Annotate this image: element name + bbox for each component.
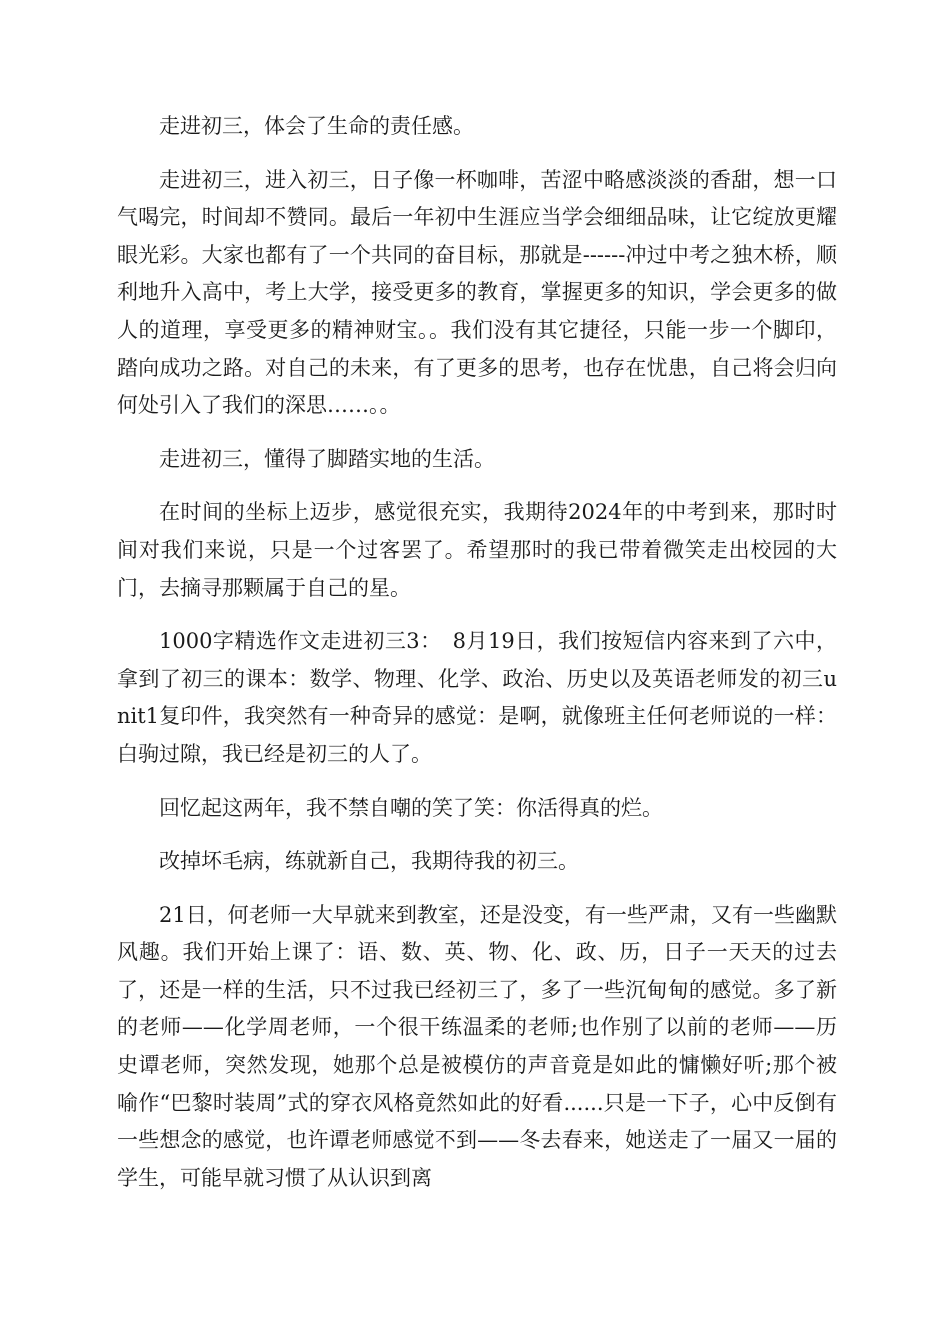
paragraph-5: 1000字精选作文走进初三3： 8月19日，我们按短信内容来到了六中，拿到了初三的课本：数学、物理、化学、政治、历史以及英语老师发的初三unit1复印件，我突然有一种奇异的感觉：是啊，就像班主任何老师说的一样：白驹过隙，我已经是初三的人了。: [117, 629, 837, 766]
paragraph-3: 走进初三，懂得了脚踏实地的生活。: [159, 446, 495, 471]
paragraph-7: 改掉坏毛病，练就新自己，我期待我的初三。: [159, 849, 579, 874]
paragraph-6: 回忆起这两年，我不禁自嘲的笑了笑：你活得真的烂。: [159, 795, 663, 820]
paragraph-4: 在时间的坐标上迈步，感觉很充实，我期待2024年的中考到来，那时时间对我们来说，只是一个过客罢了。希望那时的我已带着微笑走出校园的大门，去摘寻那颗属于自己的星。: [117, 500, 837, 600]
paragraph-1: 走进初三，体会了生命的责任感。: [159, 114, 474, 138]
document-body: [117, 108, 837, 1213]
paragraph-2: 走进初三，进入初三，日子像一杯咖啡，苦涩中略感淡淡的香甜，想一口气喝完，时间却不赞同。最后一年初中生涯应当学会细细品味，让它绽放更耀眼光彩。大家也都有了一个共同的奋目标，那就是------冲过中考之独木桥，顺利地升入高中，考上大学，接受更多的教育，掌握更多的知识，学会更多的做人的道理，享受更多的精神财宝。。我们没有其它捷径，只能一步一个脚印，踏向成功之路。对自己的未来，有了更多的思考，也存在忧患，自己将会归向何处引入了我们的深思……。。: [117, 167, 837, 418]
paragraph-8: 21日，何老师一大早就来到教室，还是没变，有一些严肃，又有一些幽默风趣。我们开始上课了：语、数、英、物、化、政、历，日子一天天的过去了，还是一样的生活，只不过我已经初三了，多了一些沉甸甸的感觉。多了新的老师——化学周老师，一个很干练温柔的老师;也作别了以前的老师——历史谭老师，突然发现，她那个总是被模仿的声音竟是如此的慵懒好听;那个被喻作“巴黎时装周”式的穿衣风格竟然如此的好看......只是一下子，心中反倒有一些想念的感觉，也许谭老师感觉不到——冬去春来，她送走了一届又一届的学生，可能早就习惯了从认识到离: [117, 902, 837, 1190]
